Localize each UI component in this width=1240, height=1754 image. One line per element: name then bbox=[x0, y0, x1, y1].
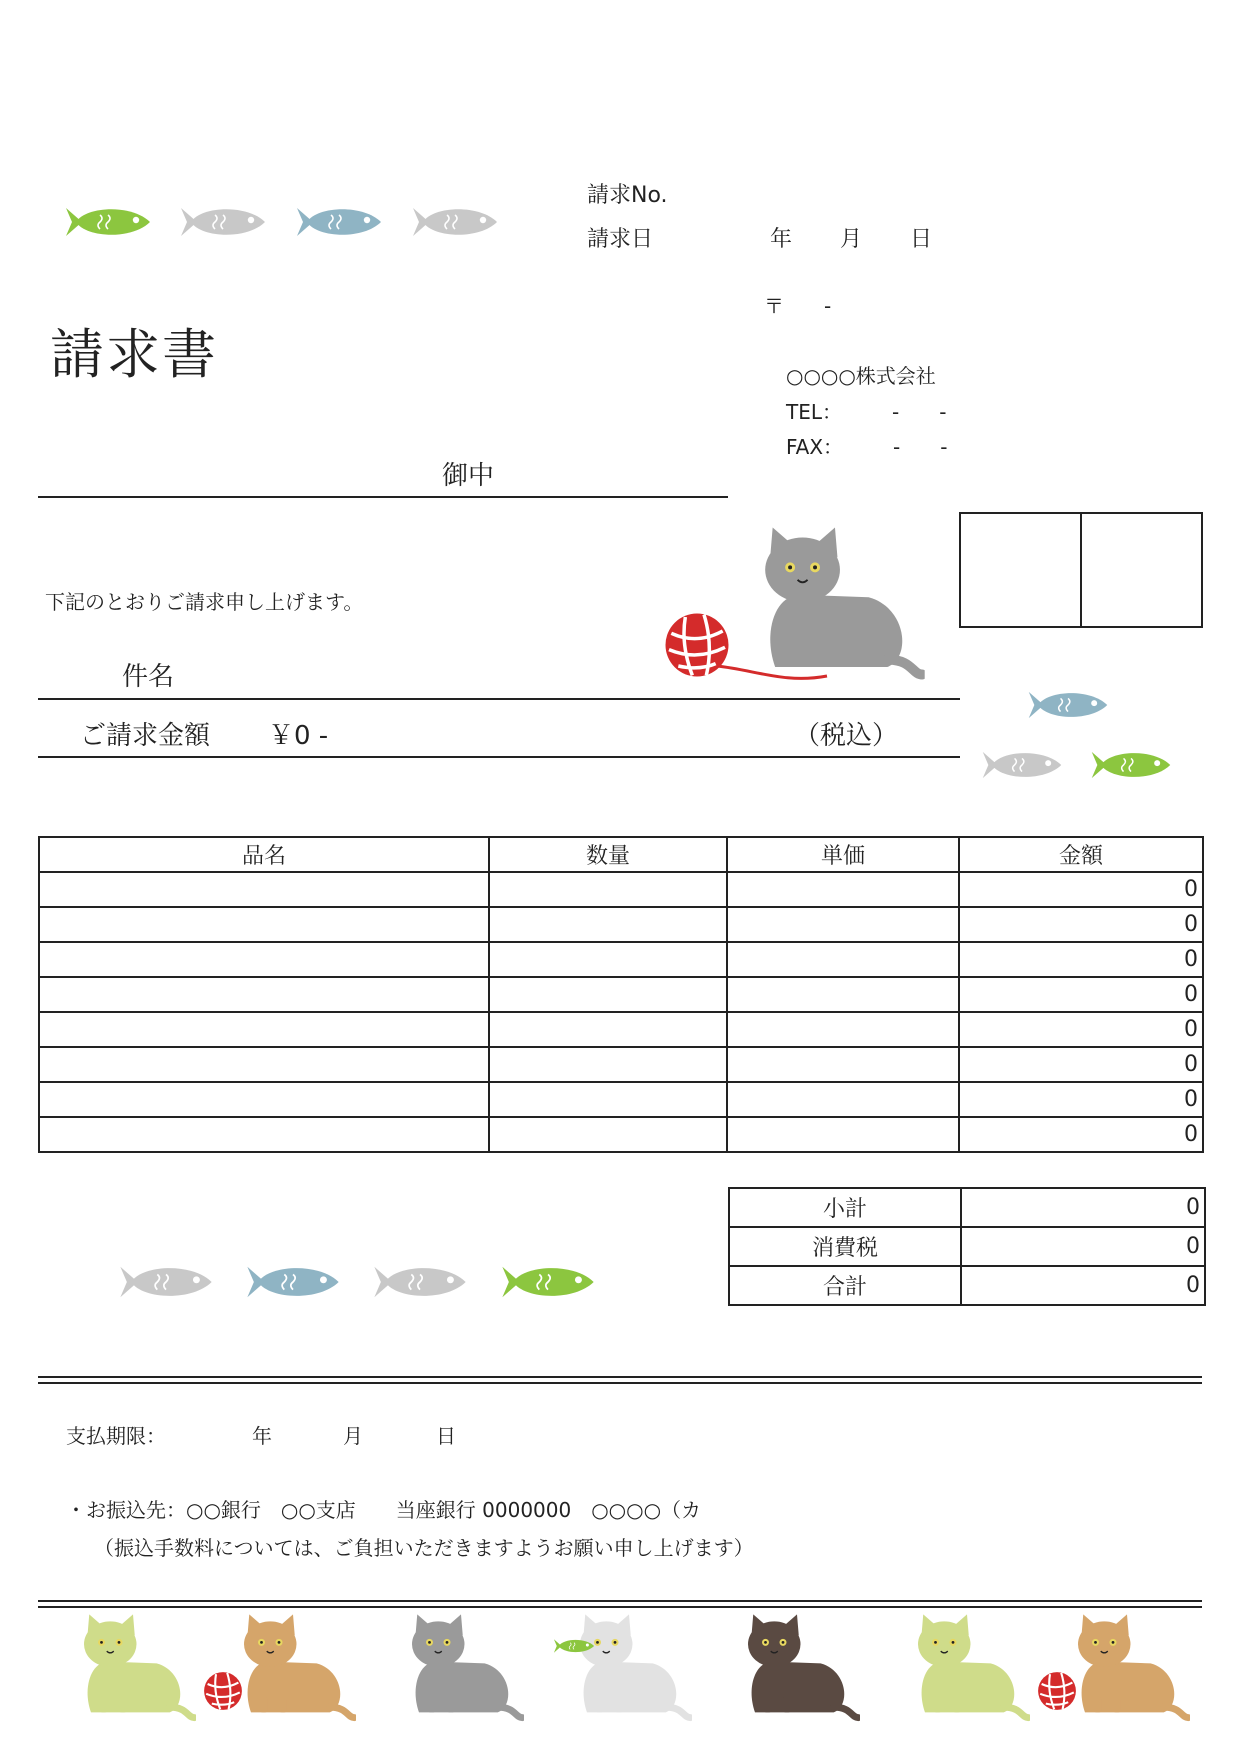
cell-amount: 0 bbox=[959, 1047, 1203, 1082]
cell-amount: 0 bbox=[959, 907, 1203, 942]
fish-icon bbox=[1088, 745, 1174, 785]
footer-line bbox=[38, 1600, 1202, 1602]
tax-label: 消費税 bbox=[729, 1227, 961, 1266]
cell-amount: 0 bbox=[959, 1117, 1203, 1152]
divider-line bbox=[38, 1376, 1202, 1378]
invoice-date-year: 年 bbox=[770, 227, 793, 252]
cell-amount: 0 bbox=[959, 1082, 1203, 1117]
company-tel: TEL： - - bbox=[786, 400, 947, 424]
cell-item-name[interactable] bbox=[39, 1047, 489, 1082]
invoice-date-month: 月 bbox=[840, 227, 863, 252]
header-amount: 金額 bbox=[959, 837, 1203, 872]
amount-value: ￥0 - bbox=[268, 721, 329, 751]
stamp-box bbox=[959, 512, 1203, 628]
yarn-thread bbox=[715, 660, 830, 682]
cell-quantity[interactable] bbox=[489, 1117, 727, 1152]
stamp-cell bbox=[961, 514, 1080, 626]
fish-icon bbox=[116, 1260, 216, 1304]
cell-unit-price[interactable] bbox=[727, 977, 959, 1012]
cat-icon bbox=[56, 1608, 196, 1724]
divider-line bbox=[38, 1382, 1202, 1384]
subtotal-label: 小計 bbox=[729, 1188, 961, 1227]
cell-unit-price[interactable] bbox=[727, 1117, 959, 1152]
items-table bbox=[38, 836, 1204, 1153]
cell-item-name[interactable] bbox=[39, 1117, 489, 1152]
amount-line bbox=[38, 756, 960, 758]
due-date-year: 年 bbox=[252, 1424, 272, 1448]
cat-icon bbox=[552, 1608, 692, 1724]
company-fax: FAX： - - bbox=[786, 435, 948, 459]
tax-value: 0 bbox=[961, 1227, 1205, 1266]
cell-amount: 0 bbox=[959, 977, 1203, 1012]
amount-label: ご請求金額 bbox=[80, 721, 211, 751]
fish-icon bbox=[498, 1260, 598, 1304]
cell-quantity[interactable] bbox=[489, 1082, 727, 1117]
invoice-date-day: 日 bbox=[910, 227, 933, 252]
fish-icon bbox=[370, 1260, 470, 1304]
table-row bbox=[39, 942, 1203, 977]
fish-icon bbox=[177, 202, 269, 242]
cell-unit-price[interactable] bbox=[727, 1047, 959, 1082]
stamp-cell bbox=[1080, 514, 1201, 626]
cat-icon bbox=[890, 1608, 1030, 1724]
cell-item-name[interactable] bbox=[39, 942, 489, 977]
tax-included-label: （税込） bbox=[794, 721, 899, 751]
fee-note: （振込手数料については、ご負担いただきますようお願い申し上げます） bbox=[94, 1536, 754, 1560]
fish-icon bbox=[62, 202, 154, 242]
fish-icon bbox=[979, 745, 1065, 785]
cell-quantity[interactable] bbox=[489, 1047, 727, 1082]
table-row bbox=[39, 977, 1203, 1012]
cell-quantity[interactable] bbox=[489, 977, 727, 1012]
cell-item-name[interactable] bbox=[39, 907, 489, 942]
fish-icon bbox=[409, 202, 501, 242]
cell-item-name[interactable] bbox=[39, 872, 489, 907]
cell-item-name[interactable] bbox=[39, 1082, 489, 1117]
cell-unit-price[interactable] bbox=[727, 942, 959, 977]
subtotal-row bbox=[729, 1188, 1205, 1227]
cat-icon bbox=[384, 1608, 524, 1724]
fish-icon bbox=[552, 1636, 596, 1656]
cell-quantity[interactable] bbox=[489, 872, 727, 907]
cat-icon bbox=[720, 1608, 860, 1724]
table-row bbox=[39, 1012, 1203, 1047]
cell-amount: 0 bbox=[959, 1012, 1203, 1047]
cell-quantity[interactable] bbox=[489, 1012, 727, 1047]
due-date-month: 月 bbox=[343, 1424, 363, 1448]
company-name: ○○○○株式会社 bbox=[786, 364, 936, 388]
cat-icon bbox=[725, 520, 925, 682]
invoice-date-label: 請求日 bbox=[587, 227, 654, 252]
yarn-ball-icon bbox=[1036, 1670, 1078, 1712]
subject-line bbox=[38, 698, 960, 700]
table-header-row bbox=[39, 837, 1203, 872]
table-row bbox=[39, 1082, 1203, 1117]
table-row bbox=[39, 907, 1203, 942]
table-row bbox=[39, 1047, 1203, 1082]
header-item-name: 品名 bbox=[39, 837, 489, 872]
cell-quantity[interactable] bbox=[489, 942, 727, 977]
cell-item-name[interactable] bbox=[39, 977, 489, 1012]
due-date-label: 支払期限： bbox=[66, 1424, 166, 1448]
total-row bbox=[729, 1266, 1205, 1305]
cell-unit-price[interactable] bbox=[727, 1012, 959, 1047]
cell-item-name[interactable] bbox=[39, 1012, 489, 1047]
cell-unit-price[interactable] bbox=[727, 1082, 959, 1117]
table-row bbox=[39, 1117, 1203, 1152]
tax-row bbox=[729, 1227, 1205, 1266]
cell-amount: 0 bbox=[959, 942, 1203, 977]
cell-quantity[interactable] bbox=[489, 907, 727, 942]
totals-table bbox=[728, 1187, 1206, 1306]
table-row bbox=[39, 872, 1203, 907]
yarn-ball-icon bbox=[202, 1670, 244, 1712]
subject-label: 件名 bbox=[122, 662, 175, 692]
due-date-day: 日 bbox=[436, 1424, 456, 1448]
invoice-no-label: 請求No. bbox=[587, 183, 668, 208]
cell-amount: 0 bbox=[959, 872, 1203, 907]
intro-text: 下記のとおりご請求申し上げます。 bbox=[45, 590, 364, 614]
cell-unit-price[interactable] bbox=[727, 907, 959, 942]
bank-info: ・お振込先：○○銀行 ○○支店 当座銀行 0000000 ○○○○（カ bbox=[66, 1498, 702, 1522]
cell-unit-price[interactable] bbox=[727, 872, 959, 907]
addressee-line bbox=[38, 496, 728, 498]
total-label: 合計 bbox=[729, 1266, 961, 1305]
page-title: 請求書 bbox=[50, 323, 218, 386]
total-value: 0 bbox=[961, 1266, 1205, 1305]
fish-icon bbox=[293, 202, 385, 242]
fish-icon bbox=[243, 1260, 343, 1304]
fish-icon bbox=[1025, 685, 1111, 725]
postal-code: 〒 - bbox=[764, 294, 832, 318]
header-quantity: 数量 bbox=[489, 837, 727, 872]
subtotal-value: 0 bbox=[961, 1188, 1205, 1227]
header-unit-price: 単価 bbox=[727, 837, 959, 872]
addressee-suffix: 御中 bbox=[442, 461, 495, 491]
